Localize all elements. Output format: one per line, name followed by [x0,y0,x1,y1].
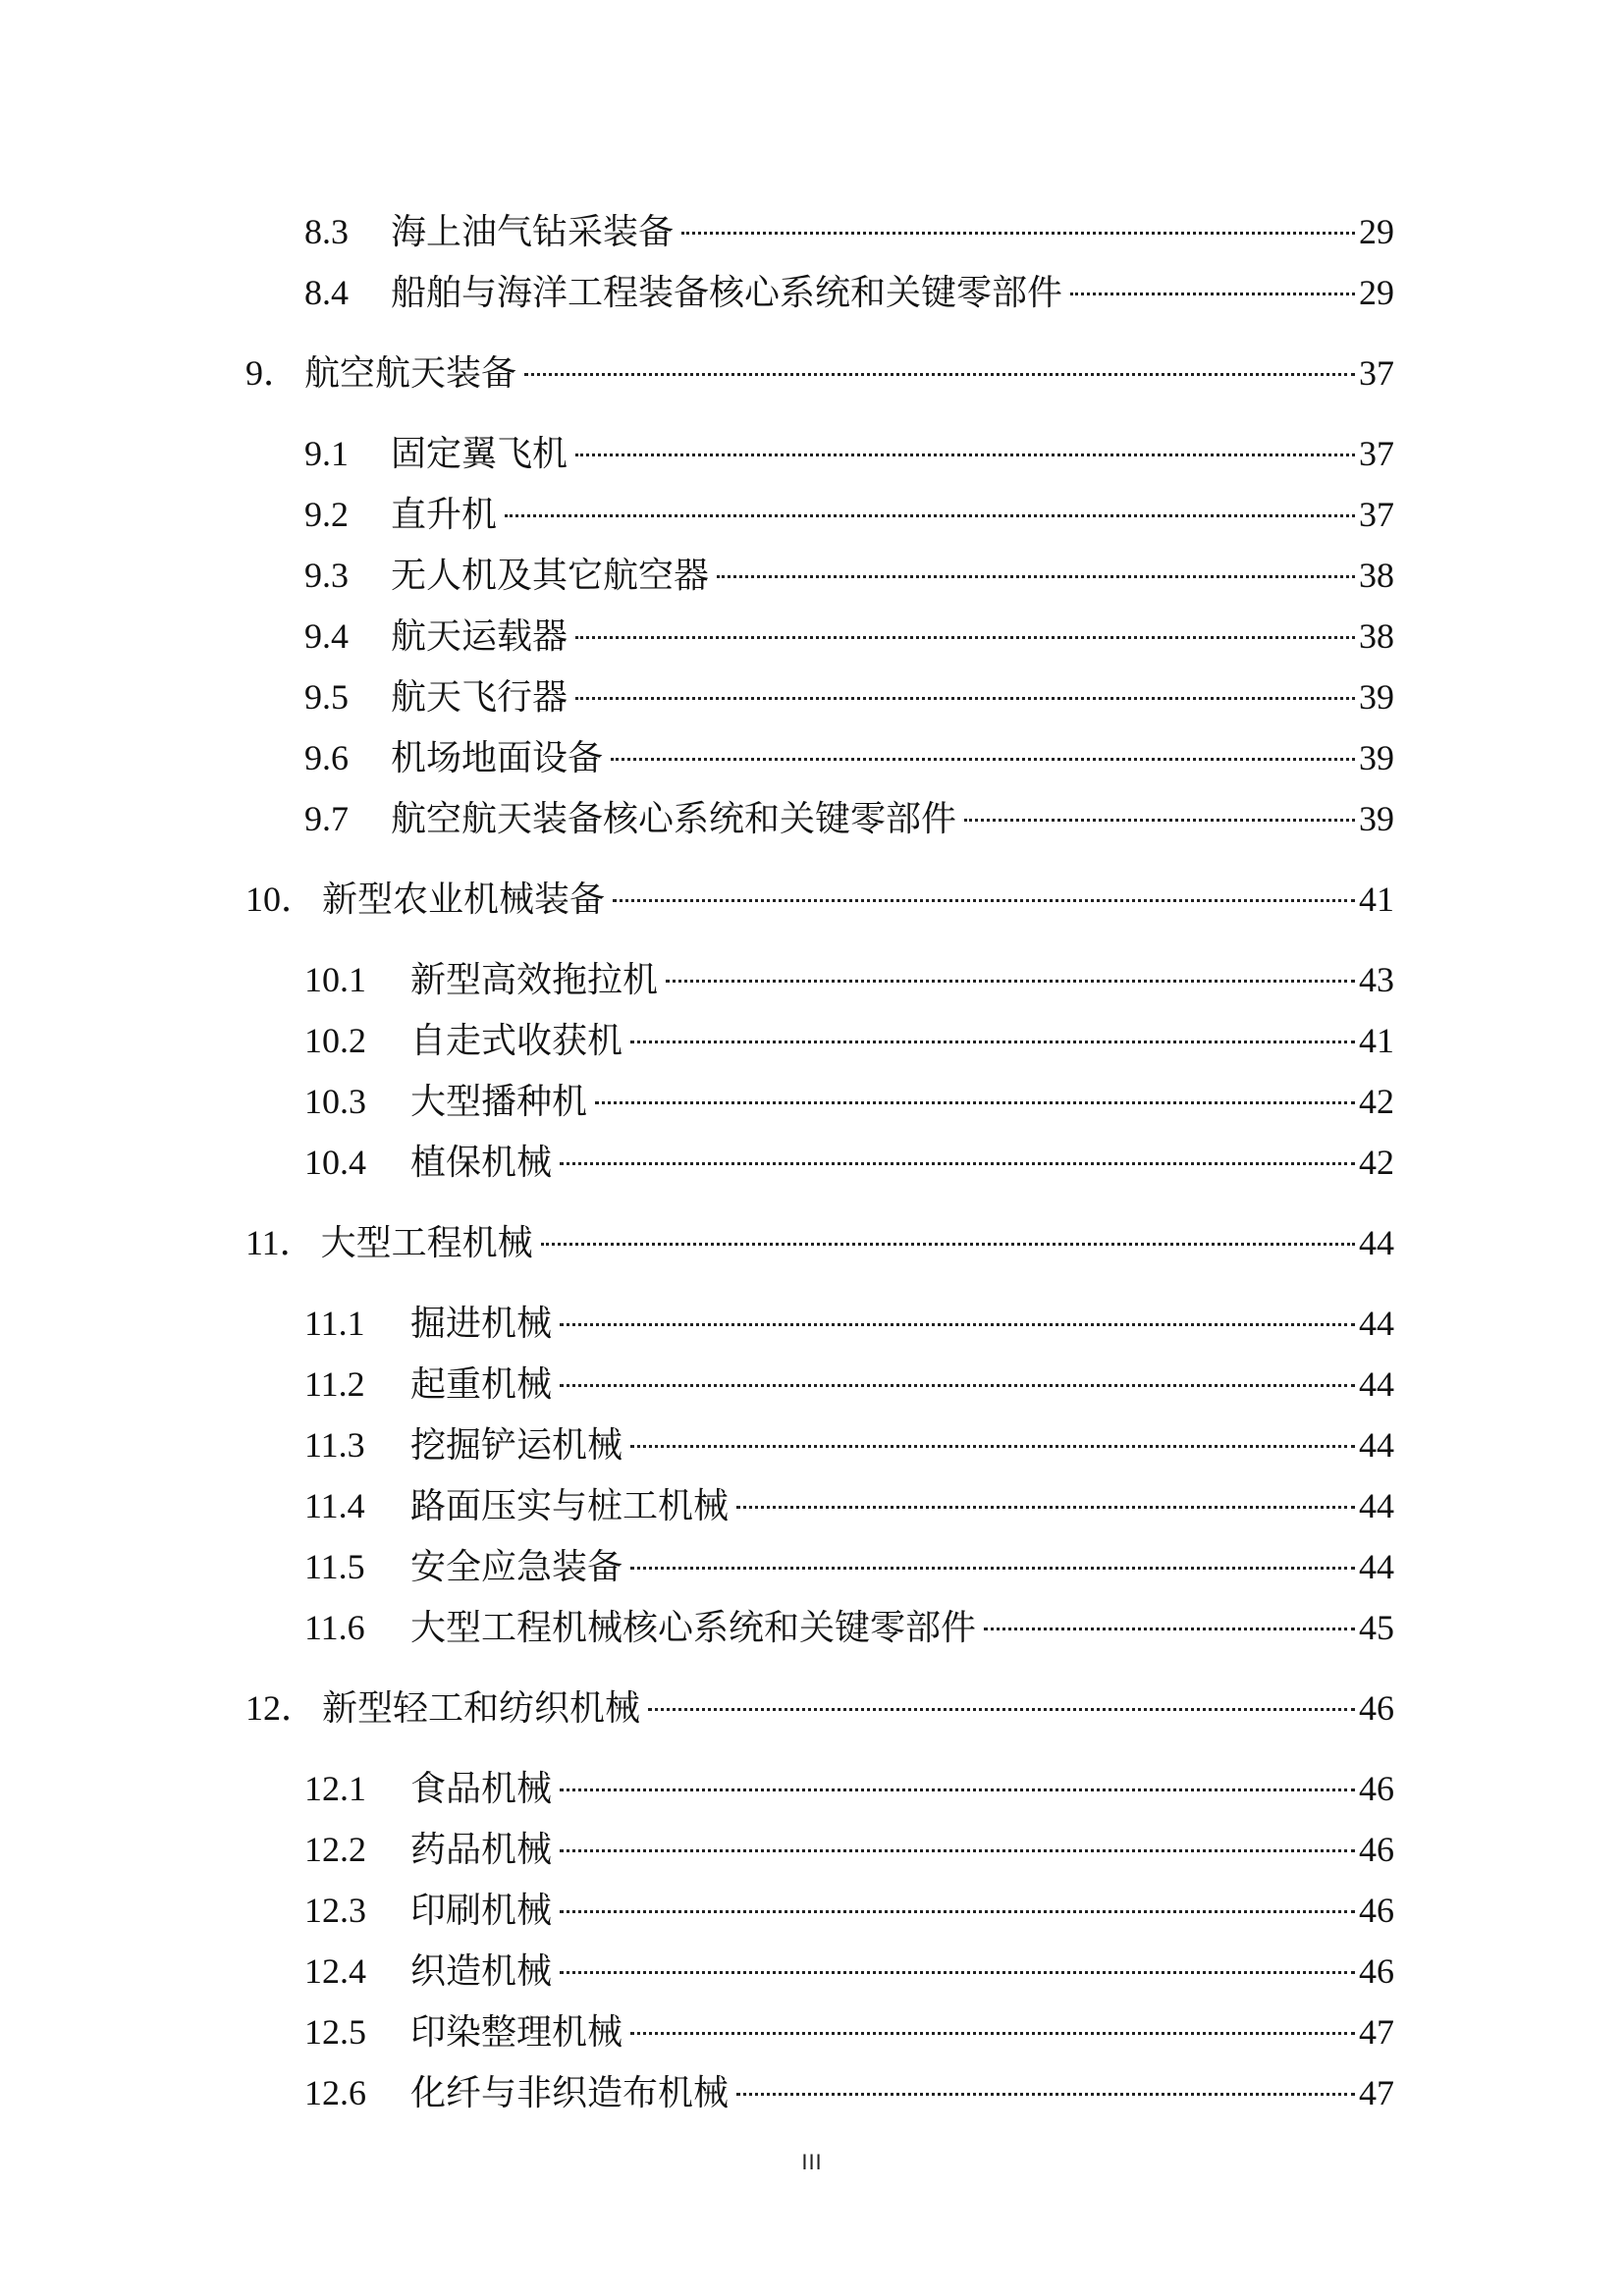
toc-entry[interactable] [245,727,1394,788]
dot-leader [560,1323,1355,1326]
toc-page-number: 43 [1359,960,1394,999]
toc-entry[interactable] [245,788,1394,849]
toc-page-number: 44 [1359,1223,1394,1262]
toc-title: 新型高效拖拉机 [410,960,659,1000]
dot-leader [648,1708,1355,1711]
dot-leader [681,232,1355,235]
toc-page-number: 37 [1359,434,1394,473]
toc-page-number: 39 [1359,799,1394,838]
table-of-contents [245,201,1394,2123]
toc-title: 船舶与海洋工程装备核心系统和关键零部件 [391,273,1063,313]
toc-title: 航空航天装备核心系统和关键零部件 [391,799,957,839]
toc-title: 植保机械 [410,1143,553,1183]
toc-number: 9.7 [304,799,349,838]
toc-entry[interactable] [245,1415,1394,1475]
toc-entry[interactable] [245,1010,1394,1071]
toc-page-number: 46 [1359,1951,1394,1991]
toc-title: 航天飞行器 [391,677,568,718]
toc-number: 8.3 [304,212,349,251]
toc-title: 印染整理机械 [410,2012,623,2053]
toc-number: 12.4 [304,1951,366,1991]
toc-title: 大型工程机械 [320,1223,533,1263]
toc-page-number: 44 [1359,1304,1394,1343]
toc-number: 12.2 [304,1830,366,1869]
toc-entry[interactable] [245,201,1394,262]
dot-leader [717,575,1355,578]
dot-leader [560,1971,1355,1974]
toc-page-number: 39 [1359,677,1394,717]
toc-page-number: 47 [1359,2012,1394,2052]
toc-entry[interactable] [245,2002,1394,2062]
toc-page-number: 29 [1359,273,1394,312]
toc-entry[interactable] [245,667,1394,727]
toc-number: 9.4 [304,616,349,656]
toc-section-heading[interactable] [245,1678,1394,1738]
toc-number: 10.3 [304,1082,366,1121]
toc-entry[interactable] [245,949,1394,1010]
toc-title: 掘进机械 [410,1304,553,1344]
dot-leader [560,1849,1355,1852]
toc-title: 安全应急装备 [410,1547,623,1587]
toc-page-number: 46 [1359,1769,1394,1808]
toc-page-number: 44 [1359,1364,1394,1404]
dot-leader [505,514,1355,517]
toc-title: 化纤与非织造布机械 [410,2073,730,2113]
toc-entry[interactable] [245,1071,1394,1132]
dot-leader [630,2032,1355,2035]
toc-number: 11.4 [304,1486,365,1525]
toc-number: 10.2 [304,1021,366,1060]
toc-page-number: 44 [1359,1425,1394,1465]
toc-number: 9.5 [304,677,349,717]
toc-page-number: 45 [1359,1608,1394,1647]
toc-title: 药品机械 [410,1830,553,1870]
toc-page-number: 44 [1359,1486,1394,1525]
toc-entry[interactable] [245,262,1394,323]
toc-number: 9.3 [304,556,349,595]
toc-entry[interactable] [245,2062,1394,2123]
dot-leader [560,1789,1355,1791]
toc-page-number: 38 [1359,616,1394,656]
toc-entry[interactable] [245,1132,1394,1193]
toc-number: 9.2 [304,495,349,534]
toc-page-number: 39 [1359,738,1394,777]
toc-number: 12.6 [304,2073,366,2112]
toc-entry[interactable] [245,1819,1394,1880]
toc-entry[interactable] [245,484,1394,545]
toc-page-number: 44 [1359,1547,1394,1586]
toc-number: 10． [245,880,317,919]
toc-entry[interactable] [245,545,1394,606]
dot-leader [524,373,1355,376]
toc-number: 10.4 [304,1143,366,1182]
toc-section-heading[interactable] [245,869,1394,930]
toc-entry[interactable] [245,1354,1394,1415]
toc-title: 固定翼飞机 [391,434,568,474]
toc-number: 11.1 [304,1304,365,1343]
dot-leader [630,1041,1355,1043]
toc-entry[interactable] [245,1941,1394,2002]
toc-title: 大型工程机械核心系统和关键零部件 [410,1608,977,1648]
toc-page-number: 42 [1359,1143,1394,1182]
toc-page-number: 47 [1359,2073,1394,2112]
dot-leader [560,1384,1355,1387]
toc-page-number: 38 [1359,556,1394,595]
toc-page-number: 41 [1359,1021,1394,1060]
toc-number: 12.5 [304,2012,366,2052]
toc-entry[interactable] [245,1880,1394,1941]
toc-number: 11.3 [304,1425,365,1465]
toc-number: 8.4 [304,273,349,312]
toc-number: 9． [245,353,299,393]
toc-entry[interactable] [245,1597,1394,1658]
toc-page-number: 46 [1359,1688,1394,1728]
toc-number: 11.2 [304,1364,365,1404]
toc-title: 大型播种机 [410,1082,588,1122]
toc-entry[interactable] [245,1293,1394,1354]
toc-title: 自走式收获机 [410,1021,623,1061]
toc-number: 9.1 [304,434,349,473]
toc-title: 航空航天装备 [304,353,517,394]
toc-title: 新型农业机械装备 [322,880,606,920]
toc-entry[interactable] [245,1758,1394,1819]
toc-entry[interactable] [245,1536,1394,1597]
dot-leader [575,636,1355,639]
toc-page-number: 46 [1359,1891,1394,1930]
dot-leader [611,758,1355,761]
toc-number: 11.6 [304,1608,365,1647]
toc-number: 12.3 [304,1891,366,1930]
dot-leader [1070,293,1355,295]
toc-title: 海上油气钻采装备 [391,212,675,252]
toc-number: 12.1 [304,1769,366,1808]
toc-number: 11.5 [304,1547,365,1586]
toc-title: 起重机械 [410,1364,553,1405]
toc-entry[interactable] [245,606,1394,667]
dot-leader [736,1506,1355,1509]
toc-page-number: 29 [1359,212,1394,251]
toc-page-number: 37 [1359,353,1394,393]
toc-number: 10.1 [304,960,366,999]
toc-page-number: 41 [1359,880,1394,919]
toc-title: 新型轻工和纺织机械 [322,1688,641,1729]
toc-title: 直升机 [391,495,498,535]
toc-entry[interactable] [245,423,1394,484]
dot-leader [560,1910,1355,1913]
toc-number: 12． [245,1688,317,1728]
toc-title: 航天运载器 [391,616,568,657]
toc-title: 印刷机械 [410,1891,553,1931]
dot-leader [560,1162,1355,1165]
toc-title: 织造机械 [410,1951,553,1992]
toc-number: 9.6 [304,738,349,777]
dot-leader [630,1567,1355,1570]
dot-leader [666,980,1355,983]
toc-section-heading[interactable] [245,343,1394,403]
dot-leader [630,1445,1355,1448]
toc-title: 食品机械 [410,1769,553,1809]
dot-leader [575,697,1355,700]
toc-section-heading[interactable] [245,1212,1394,1273]
dot-leader [613,899,1355,902]
dot-leader [595,1101,1355,1104]
toc-title: 挖掘铲运机械 [410,1425,623,1466]
page-footer-number: III [801,2150,823,2174]
toc-title: 机场地面设备 [391,738,604,778]
toc-entry[interactable] [245,1475,1394,1536]
dot-leader [736,2093,1355,2096]
dot-leader [984,1628,1355,1630]
dot-leader [541,1243,1355,1246]
dot-leader [964,819,1355,822]
toc-number: 11． [245,1223,315,1262]
toc-page-number: 46 [1359,1830,1394,1869]
toc-page-number: 42 [1359,1082,1394,1121]
dot-leader [575,454,1355,456]
toc-title: 无人机及其它航空器 [391,556,710,596]
toc-page-number: 37 [1359,495,1394,534]
toc-title: 路面压实与桩工机械 [410,1486,730,1526]
